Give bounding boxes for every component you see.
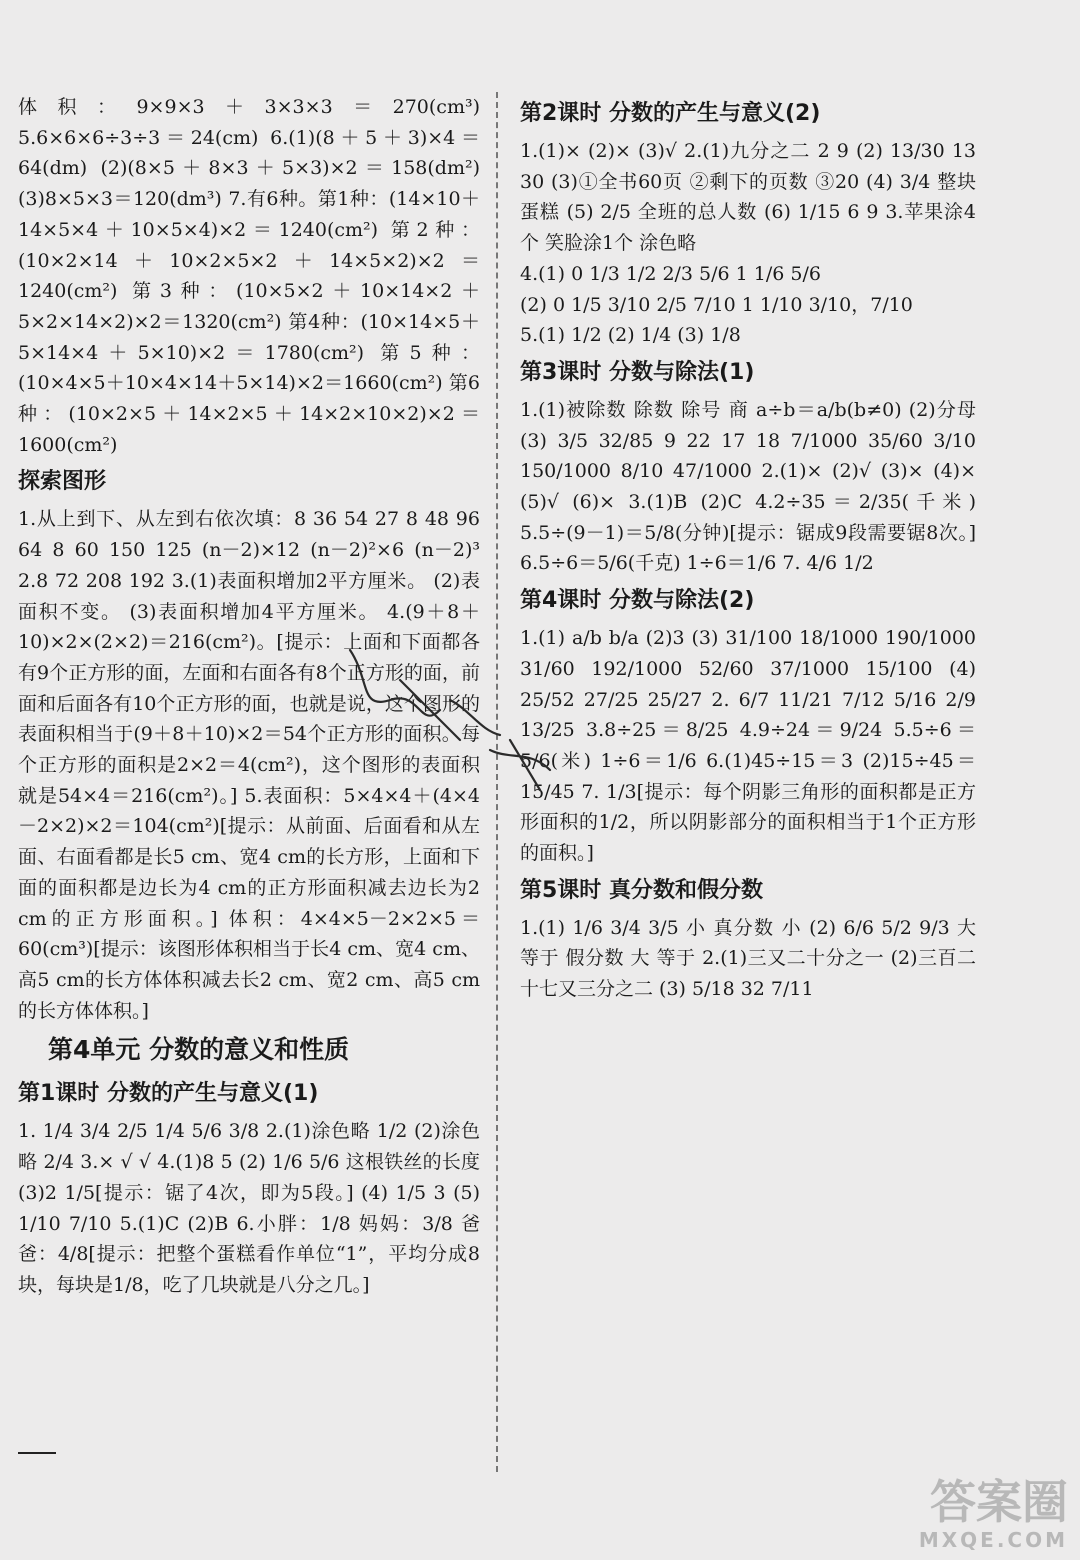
handwritten-scribble [330, 640, 570, 800]
lesson-heading: 第2课时 分数的产生与意义(2) [520, 101, 821, 126]
answer-paragraph: (2) 0 1/5 3/10 2/5 7/10 1 1/10 3/10，7/10 [520, 293, 913, 316]
lesson-heading: 第3课时 分数与除法(1) [520, 359, 755, 385]
answer-paragraph: 1.(1)被除数 除数 除号 商 a÷b＝a/b(b≠0) (2)分母 (3) 3/5 32/85 9 22 17 18 7/1000 35/60 3/10 150/1000 8/10 47/1000 2.(1)× (2)√ (3)× (4)× (5)√ (6)× 3.(1)B (2)C 4.2÷35＝2/35(千米) 5.5÷(9－1)＝5/8(分钟)[提示：锯成9段需要锯8次。] 6.5÷6＝5/6(千克) 1÷6＝1/6 7. 4/6 1/2 [520, 398, 976, 575]
page-number-rule [18, 1452, 56, 1454]
answer-paragraph: 1.(1) a/b b/a (2)3 (3) 31/100 18/1000 190/1000 31/60 192/1000 52/60 37/1000 15/100 (4) 25/52 27/25 25/27 2. 6/7 11/21 7/12 5/16 2/9 13/25 3.8÷25＝8/25 4.9÷24＝9/24 5.5÷6＝5/6(米) 1÷6＝1/6 6.(1)45÷15＝3 (2)15÷45＝15/45 7. 1/3[提示：每个阴影三角形的面积都是正方形面积的1/2，所以阴影部分的面积相当于1个正方形的面积。] [520, 627, 976, 865]
answer-paragraph: 4.(1) 0 1/3 1/2 2/3 5/6 1 1/6 5/6 [520, 262, 822, 285]
right-column [520, 92, 976, 1005]
lesson-heading: 第4课时 分数与除法(2) [520, 588, 755, 614]
unit-heading: 第4单元 分数的意义和性质 [48, 1035, 350, 1065]
watermark-main: 答案圈 [930, 1475, 1068, 1529]
watermark [919, 1476, 1068, 1552]
watermark-url: MXQE.COM [918, 1528, 1068, 1552]
answer-paragraph: 1.从上到下、从左到右依次填：8 36 54 27 8 48 96 64 8 60 150 125 (n－2)×12 (n－2)²×6 (n－2)³ 2.8 72 208 192 3.(1)表面积增加2平方厘米。 (2)表面积不变。 (3)表面积增加4平方厘米。 4.(9＋8＋10)×2×(2×2)＝216(cm²)。[提示：上面和下面都各有9个正方形的面，左面和右面各有8个正方形的面，前面和后面各有10个正方形的面，也就是说，这个图形的表面积相当于(9＋8＋10)×2＝54个正方形的面积。每个正方形的面积是2×2＝4(cm²)，这个图形的表面积就是54×4＝216(cm²)。] 5.表面积：5×4×4＋(4×4－2×2)×2＝104(cm²)[提示：从前面、后面看和从左面、右面看都是长5 cm、宽4 cm的长方形，上面和下面的面积都是边长为4 cm的正方形面积减去边长为2 cm的正方形面积。] 体积：4×4×5－2×2×5＝60(cm³)[提示：该图形体积相当于长4 cm、宽4 cm、高5 cm的长方体体积减去长2 cm、宽2 cm、高5 cm的长方体体积。] [18, 508, 480, 1022]
lesson-heading: 第1课时 分数的产生与意义(1) [18, 1081, 319, 1107]
answer-paragraph: 1.(1) 1/6 3/4 3/5 小 真分数 小 (2) 6/6 5/2 9/3 大 等于 假分数 大 等于 2.(1)三又二十分之一 (2)三百二十七又三分之二 (3) 5/18 32 7/11 [520, 916, 976, 1001]
lesson-heading: 探索图形 [18, 469, 107, 495]
answer-paragraph: 1. 1/4 3/4 2/5 1/4 5/6 3/8 2.(1)涂色略 1/2 (2)涂色略 2/4 3.× √ √ 4.(1)8 5 (2) 1/6 5/6 这根铁丝的长度 (3)2 1/5[提示：锯了4次，即为5段。] (4) 1/5 3 (5) 1/10 7/10 5.(1)C (2)B 6.小胖：1/8 妈妈：3/8 爸爸：4/8[提示：把整个蛋糕看作单位“1”，平均分成8块，每块是1/8，吃了几块就是八分之几。] [18, 1120, 480, 1296]
lesson-heading: 第5课时 真分数和假分数 [520, 877, 763, 903]
answer-paragraph: 1.(1)× (2)× (3)√ 2.(1)九分之二 2 9 (2) 13/30 13 30 (3)①全书60页 ②剩下的页数 ③20 (4) 3/4 整块蛋糕 (5) 2/5 全班的总人数 (6) 1/15 6 9 3.苹果涂4个 笑脸涂1个 涂色略 [520, 140, 976, 255]
answer-paragraph: 体积：9×9×3＋3×3×3＝270(cm³) 5.6×6×6÷3÷3＝24(cm) 6.(1)(8＋5＋3)×4＝64(dm) (2)(8×5＋8×3＋5×3)×2＝158(dm²) (3)8×5×3＝120(dm³) 7.有6种。第1种：(14×10＋14×5×4＋10×5×4)×2＝1240(cm²) 第2种：(10×2×14＋10×2×5×2＋14×5×2)×2＝1240(cm²) 第3种：(10×5×2＋10×14×2＋5×2×14×2)×2＝1320(cm²) 第4种：(10×14×5＋5×14×4＋5×10)×2＝1780(cm²) 第5种：(10×4×5＋10×4×14＋5×14)×2＝1660(cm²) 第6种：(10×2×5＋14×2×5＋14×2×10×2)×2＝1600(cm²) [18, 96, 480, 456]
answer-paragraph: 5.(1) 1/2 (2) 1/4 (3) 1/8 [520, 324, 741, 347]
